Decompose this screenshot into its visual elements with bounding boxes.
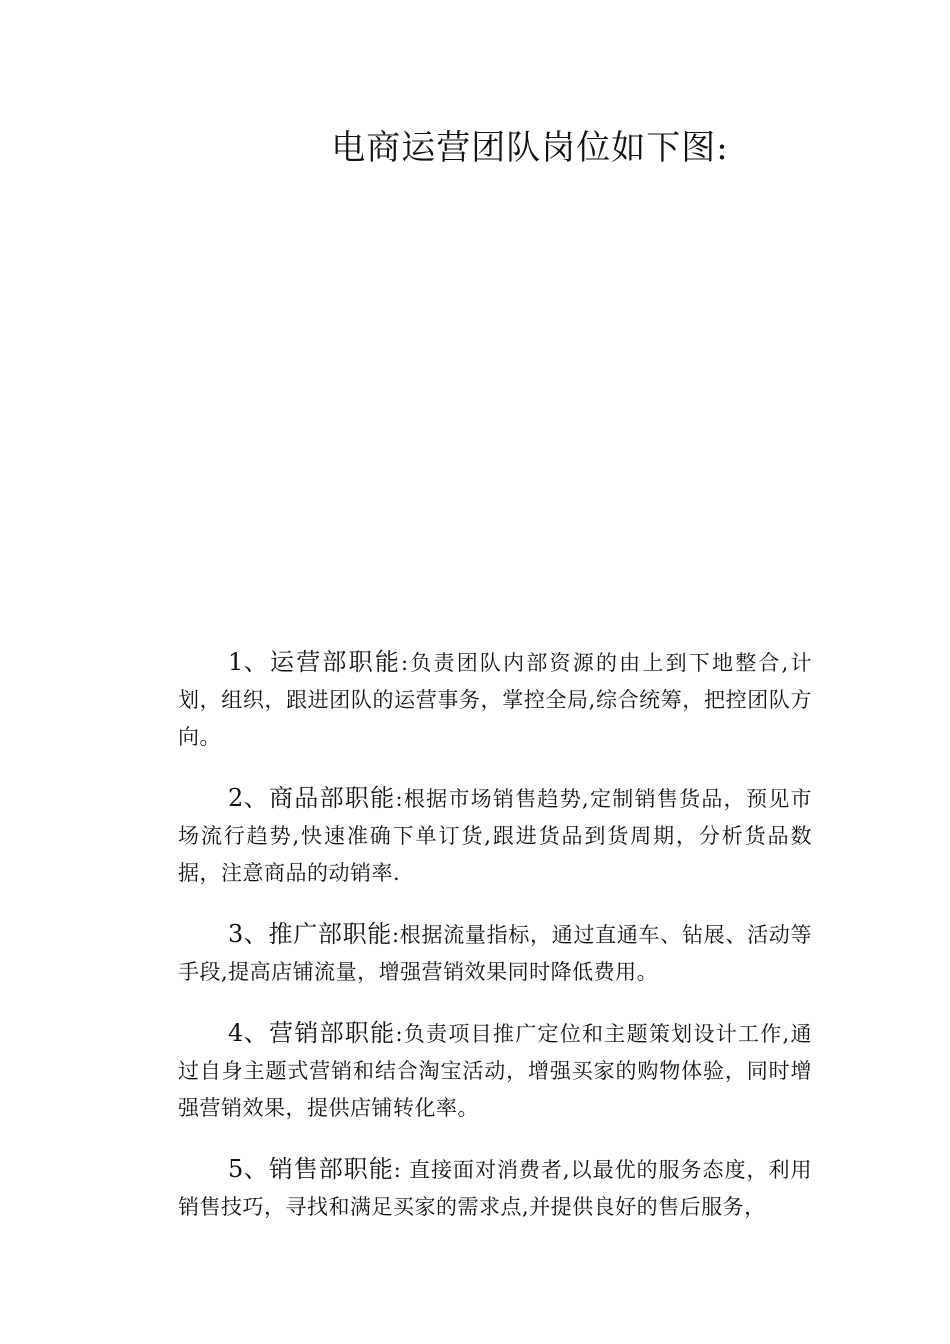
page-title: 电商运营团队岗位如下图: [331,128,729,168]
paragraph-merchandise [178,780,812,892]
paragraph-number: 3、 [228,920,269,948]
paragraph-heading: 商品部职能 [268,784,396,812]
document-body [178,644,812,1250]
paragraph-text: : 直接面对消费者,以最优的服务态度，利用销售技巧，寻找和满足买家的需求点,并提供良好的售后服务， [178,1158,812,1219]
paragraph-text: :负责团队内部资源的由上到下地整合,计划，组织，跟进团队的运营事务，掌控全局,综合统筹，把控团队方向。 [178,651,813,749]
paragraph-text: :根据市场销售趋势,定制销售货品，预见市场流行趋势,快速准确下单订货,跟进货品到货周期，分析货品数据，注意商品的动销率. [178,787,813,885]
paragraph-heading: 营销部职能 [268,1019,396,1047]
paragraph-number: 1、 [228,648,269,676]
paragraph-number: 2、 [228,784,269,812]
paragraph-marketing [178,1015,812,1127]
paragraph-promotion [178,916,812,991]
paragraph-number: 5、 [228,1155,269,1183]
paragraph-sales [178,1151,812,1226]
paragraph-number: 4、 [228,1019,269,1047]
paragraph-operations [178,644,812,756]
paragraph-text: :负责项目推广定位和主题策划设计工作,通过自身主题式营销和结合淘宝活动，增强买家的购物体验，同时增强营销效果，提供店铺转化率。 [178,1022,813,1120]
paragraph-heading: 销售部职能 [268,1155,394,1183]
paragraph-text: :根据流量指标，通过直通车、钻展、活动等手段,提高店铺流量，增强营销效果同时降低费用。 [178,923,812,984]
paragraph-heading: 推广部职能 [268,920,393,948]
paragraph-heading: 运营部职能 [268,648,402,676]
